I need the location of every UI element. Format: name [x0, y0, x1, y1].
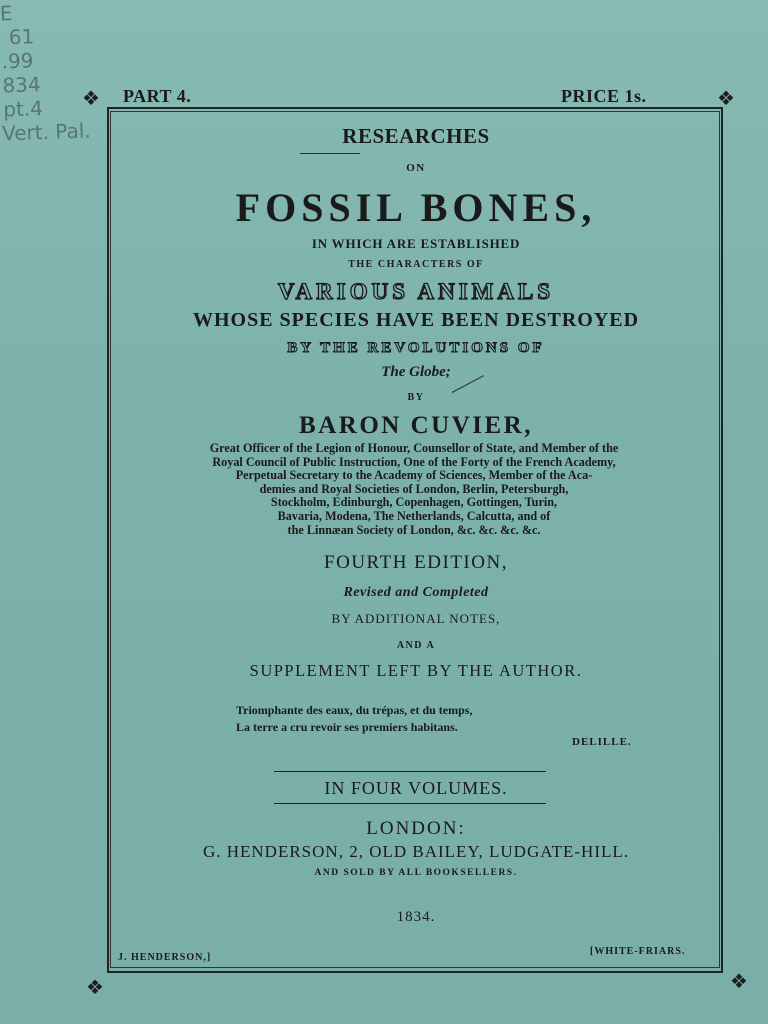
fleuron-icon: ❖ — [730, 971, 748, 993]
title-researches: RESEARCHES — [342, 124, 490, 148]
edition: FOURTH EDITION, — [324, 552, 508, 573]
author-title-line: the Linnæan Society of London, &c. &c. &c. &c. — [287, 522, 541, 537]
author-title-line: Great Officer of the Legion of Honour, Counsellor of State, and Member of the — [209, 441, 619, 455]
author-title-line: Stockholm, Edinburgh, Copenhagen, Gottingen, Turin, — [270, 495, 558, 510]
author-name: BARON CUVIER, — [299, 412, 533, 439]
publication-year: 1834. — [396, 909, 436, 925]
subtitle-characters: THE CHARACTERS OF — [348, 259, 484, 270]
pencil-underline — [300, 153, 360, 154]
pencil-note: pt.4 — [2, 96, 44, 122]
pencil-shelfmark — [0, 0, 91, 146]
divider-bottom — [274, 803, 546, 804]
publisher: G. HENDERSON, 2, OLD BAILEY, LUDGATE-HILL. — [202, 842, 630, 861]
revised-completed: Revised and Completed — [343, 585, 489, 600]
by-label: BY — [407, 392, 425, 403]
fleuron-icon: ❖ — [82, 88, 100, 110]
printer-right: [WHITE-FRIARS. — [590, 946, 686, 957]
author-title-line: Royal Council of Public Instruction, One of the Forty of the French Academy, — [212, 454, 616, 469]
author-title-line: Bavaria, Modena, The Netherlands, Calcutta, and of — [277, 508, 551, 523]
price: PRICE 1s. — [561, 86, 647, 106]
subtitle-various-animals: VARIOUS ANIMALS — [277, 279, 555, 304]
title-on: ON — [406, 162, 426, 174]
fleuron-icon: ❖ — [717, 88, 735, 110]
pencil-note: 61 — [8, 24, 35, 50]
author-title-line: Perpetual Secretary to the Academy of Sciences, Member of the Aca- — [235, 468, 593, 483]
pencil-note: .99 — [1, 48, 34, 74]
sold-by: AND SOLD BY ALL BOOKSELLERS. — [314, 868, 518, 878]
author-titles — [118, 442, 710, 537]
main-title: FOSSIL BONES, — [235, 185, 597, 230]
pencil-note: 834 — [2, 72, 42, 98]
part-number: PART 4. — [123, 86, 192, 106]
supplement: SUPPLEMENT LEFT BY THE AUTHOR. — [249, 661, 583, 680]
pencil-note: Vert. Pal. — [1, 118, 92, 146]
subtitle-whose-species: WHOSE SPECIES HAVE BEEN DESTROYED — [192, 309, 640, 331]
epigraph-line: Triomphante des eaux, du trépas, et du temps, — [236, 703, 473, 717]
author-title-line: demies and Royal Societies of London, Berlin, Petersburgh, — [259, 481, 569, 496]
epigraph-line: La terre a cru revoir ses premiers habitans. — [236, 720, 458, 734]
additional-notes: BY ADDITIONAL NOTES, — [331, 611, 501, 626]
divider-top — [274, 771, 546, 772]
imprint-place: LONDON: — [366, 818, 466, 839]
epigraph-attribution: DELILLE. — [572, 736, 632, 748]
pencil-note: E — [0, 1, 13, 26]
subtitle-in-which: IN WHICH ARE ESTABLISHED — [311, 236, 521, 251]
fleuron-icon: ❖ — [86, 977, 104, 999]
epigraph — [236, 702, 472, 736]
printer-left: J. HENDERSON,] — [118, 952, 212, 963]
volumes: IN FOUR VOLUMES. — [324, 778, 508, 798]
subtitle-globe: The Globe; — [381, 364, 451, 380]
and-a: AND A — [396, 640, 436, 651]
subtitle-revolutions: BY THE REVOLUTIONS OF — [287, 340, 545, 356]
